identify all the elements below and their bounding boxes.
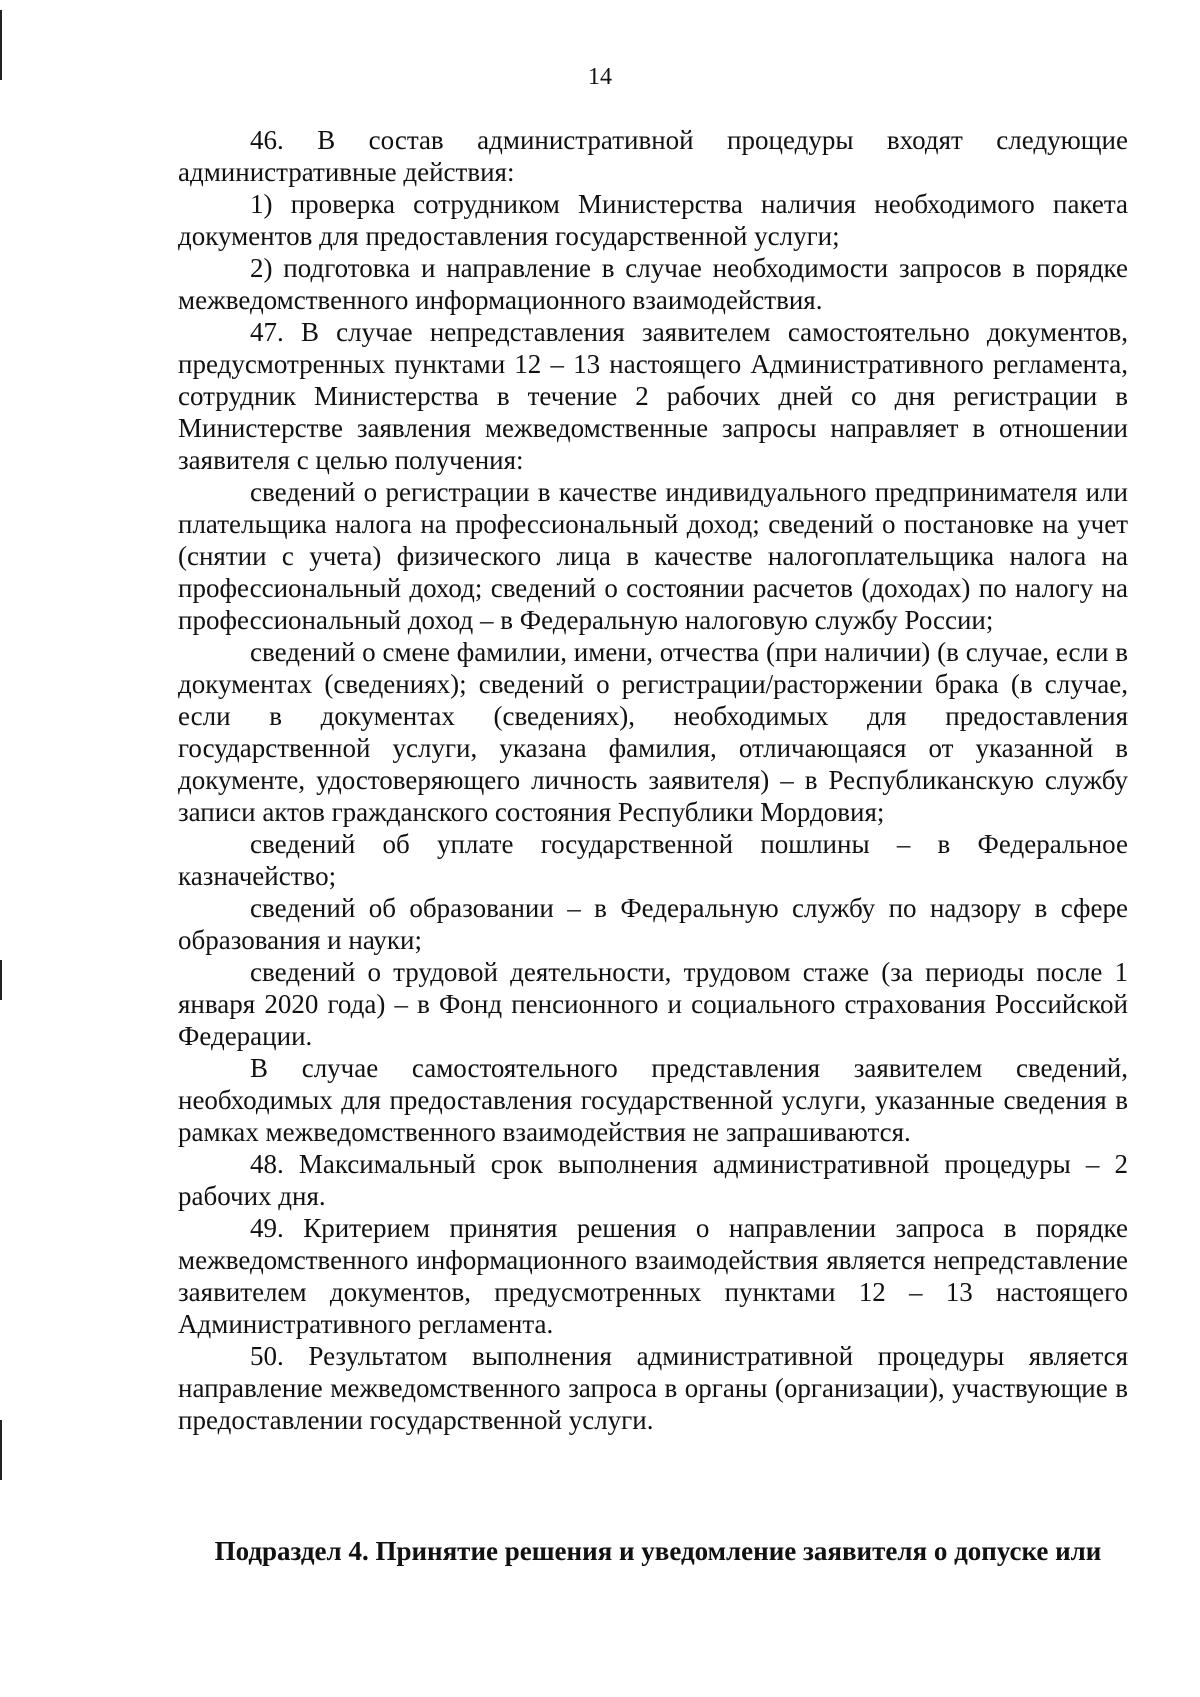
subsection-heading: Подраздел 4. Принятие решения и уведомление заявителя о допуске или [214,1536,1102,1566]
paragraph-47-treasury: сведений об уплате государственной пошлины – в Федеральное казначейство; [178,829,1128,891]
paragraph-47-tax-service: сведений о регистрации в качестве индивидуального предпринимателя или плательщика налога на профессиональный доход; сведений о постановке на учет (снятии с учета) физического лица в качестве налогоплательщика налога на профессиональный доход; сведений о состоянии расчетов (доходах) по налогу на профессиональный доход – в Федеральную налоговую службу России; [178,477,1128,635]
paragraph-49: 49. Критерием принятия решения о направлении запроса в порядке межведомственного информационного взаимодействия является непредставление заявителем документов, предусмотренных пунктами 12 – 13 настоящего Административного регламента. [178,1213,1128,1339]
paragraph-46: 46. В состав административной процедуры входят следующие административные действия: [178,125,1128,187]
paragraph-47-self-submission: В случае самостоятельного представления заявителем сведений, необходимых для предоставления государственной услуги, указанные сведения в рамках межведомственного взаимодействия не запрашиваются. [178,1053,1128,1147]
paragraph-50: 50. Результатом выполнения административной процедуры является направление межведомственного запроса в органы (организации), участвующие в предоставлении государственной услуги. [178,1341,1128,1435]
paragraph-46-item-1: 1) проверка сотрудником Министерства наличия необходимого пакета документов для предоставления государственной услуги; [178,189,1128,251]
paragraph-47-pension-fund: сведений о трудовой деятельности, трудовом стаже (за периоды после 1 января 2020 года) – в Фонд пенсионного и социального страхования Российской Федерации. [178,957,1128,1051]
paragraph-46-item-2: 2) подготовка и направление в случае необходимости запросов в порядке межведомственного информационного взаимодействия. [178,253,1128,315]
paragraph-47-education: сведений об образовании – в Федеральную службу по надзору в сфере образования и науки; [178,893,1128,955]
page-number: 14 [588,64,612,90]
body-text [178,124,1128,1436]
scan-edge-mark [0,960,2,1000]
paragraph-47: 47. В случае непредставления заявителем самостоятельно документов, предусмотренных пунктами 12 – 13 настоящего Административного регламента, сотрудник Министерства в течение 2 рабочих дней со дня регистрации в Министерстве заявления межведомственные запросы направляет в отношении заявителя с целью получения: [178,317,1128,475]
paragraph-47-civil-registry: сведений о смене фамилии, имени, отчества (при наличии) (в случае, если в документах (сведениях); сведений о регистрации/расторжении брака (в случае, если в документах (сведениях), необходимых для предоставления государственной услуги, указана фамилия, отличающаяся от указанной в документе, удостоверяющего личность заявителя) – в Республиканскую службу записи актов гражданского состояния Республики Мордовия; [178,637,1128,827]
paragraph-48: 48. Максимальный срок выполнения административной процедуры – 2 рабочих дня. [178,1149,1128,1211]
scan-edge-mark [0,1420,2,1480]
